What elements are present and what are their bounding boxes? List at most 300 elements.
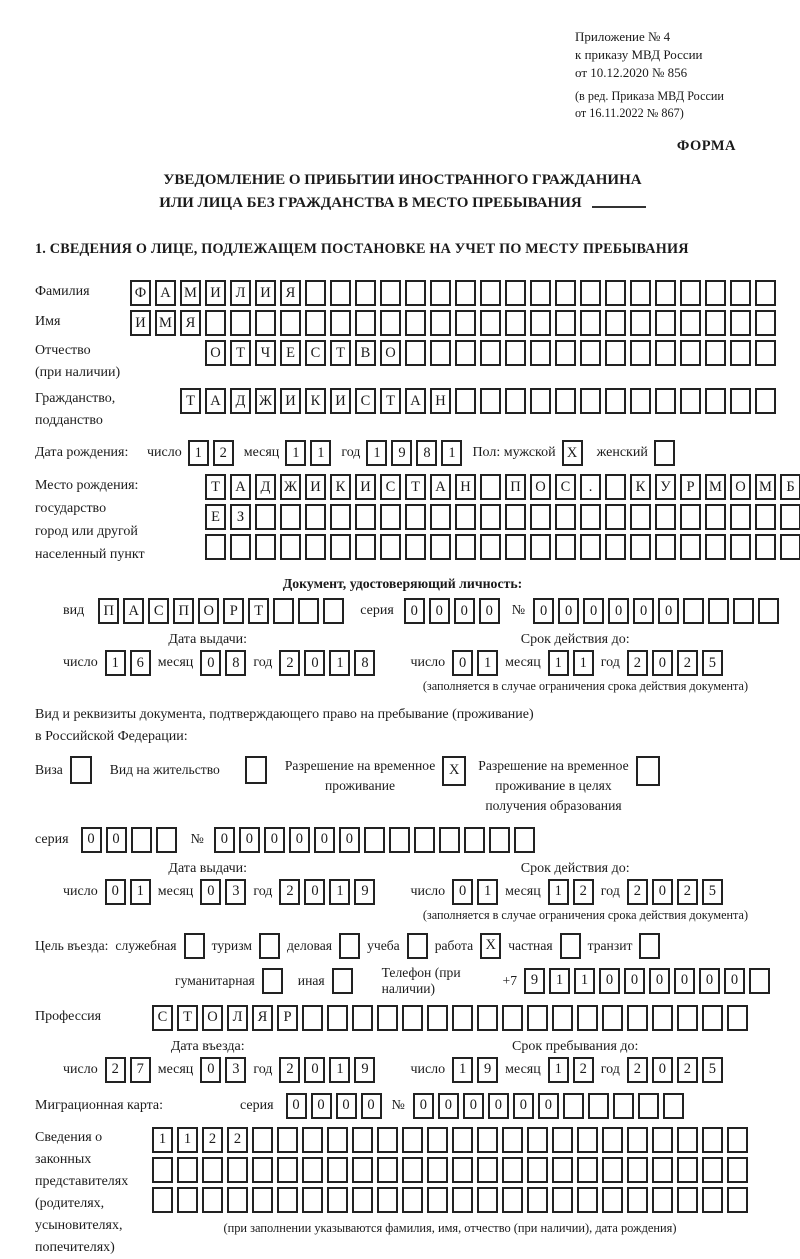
char-cell bbox=[205, 310, 226, 336]
char-cell: 0 bbox=[538, 1093, 559, 1119]
phone-group bbox=[503, 968, 770, 994]
char-cell bbox=[749, 968, 770, 994]
char-cell bbox=[355, 280, 376, 306]
char-cell bbox=[652, 1157, 673, 1183]
purpose-humanitarian-label: гуманитарная bbox=[175, 972, 255, 988]
char-cell bbox=[364, 827, 385, 853]
char-cell bbox=[683, 598, 704, 624]
char-cell bbox=[405, 534, 426, 560]
char-cell: Ф bbox=[130, 280, 151, 306]
form-title bbox=[35, 169, 770, 216]
citizenship-cells bbox=[180, 388, 776, 414]
char-cell: 0 bbox=[200, 650, 221, 676]
char-cell: Т bbox=[248, 598, 269, 624]
char-cell: 1 bbox=[548, 650, 569, 676]
char-cell bbox=[652, 1127, 673, 1153]
birth-place-label-line2: государство bbox=[35, 501, 107, 517]
char-cell bbox=[489, 827, 510, 853]
char-cell bbox=[377, 1005, 398, 1031]
char-cell bbox=[430, 280, 451, 306]
char-cell bbox=[730, 310, 751, 336]
char-cell: 2 bbox=[279, 1057, 300, 1083]
temp-residence-edu-checkbox bbox=[636, 756, 660, 786]
char-cell bbox=[407, 933, 428, 959]
char-cell bbox=[605, 310, 626, 336]
sex-female-label: женский bbox=[596, 445, 648, 461]
char-cell: 9 bbox=[354, 879, 375, 905]
char-cell bbox=[505, 280, 526, 306]
char-cell bbox=[377, 1127, 398, 1153]
char-cell bbox=[70, 756, 92, 784]
char-cell bbox=[552, 1187, 573, 1213]
char-cell bbox=[455, 280, 476, 306]
birth-place-label bbox=[35, 474, 205, 566]
char-cell bbox=[380, 534, 401, 560]
char-cell: 0 bbox=[404, 598, 425, 624]
char-cell: И bbox=[305, 474, 326, 500]
char-cell bbox=[663, 1093, 684, 1119]
char-cell: П bbox=[505, 474, 526, 500]
char-cell bbox=[530, 340, 551, 366]
char-cell bbox=[552, 1157, 573, 1183]
char-cell: 9 bbox=[524, 968, 545, 994]
purpose-other-label: иная bbox=[297, 972, 325, 988]
char-cell bbox=[377, 1157, 398, 1183]
char-cell bbox=[552, 1005, 573, 1031]
char-cell bbox=[602, 1187, 623, 1213]
char-cell bbox=[613, 1093, 634, 1119]
char-cell bbox=[530, 534, 551, 560]
char-cell: 0 bbox=[633, 598, 654, 624]
representatives-label-line3: представителях bbox=[35, 1173, 129, 1189]
char-cell: 0 bbox=[81, 827, 102, 853]
month-label: месяц bbox=[243, 445, 280, 461]
char-cell bbox=[705, 388, 726, 414]
char-cell bbox=[702, 1005, 723, 1031]
char-cell bbox=[455, 388, 476, 414]
char-cell: 0 bbox=[454, 598, 475, 624]
char-cell bbox=[530, 388, 551, 414]
char-cell: Н bbox=[430, 388, 451, 414]
id-valid-year-cells bbox=[627, 650, 723, 676]
char-cell: 0 bbox=[558, 598, 579, 624]
purpose-work-option bbox=[435, 933, 502, 959]
char-cell bbox=[680, 534, 701, 560]
char-cell bbox=[430, 534, 451, 560]
purpose-other-checkbox bbox=[332, 968, 353, 994]
char-cell bbox=[502, 1005, 523, 1031]
representatives-label-line1: Сведения о bbox=[35, 1129, 103, 1145]
representatives-label-line2: законных bbox=[35, 1151, 92, 1167]
purpose-work-label: работа bbox=[434, 937, 474, 953]
char-cell bbox=[630, 534, 651, 560]
temp-residence-label bbox=[285, 756, 435, 797]
char-cell: 8 bbox=[225, 650, 246, 676]
phone-label: Телефон (при наличии) bbox=[381, 964, 461, 996]
char-cell: 0 bbox=[608, 598, 629, 624]
char-cell bbox=[627, 1127, 648, 1153]
char-cell bbox=[605, 388, 626, 414]
id-dates-header bbox=[35, 632, 770, 648]
char-cell: 2 bbox=[677, 650, 698, 676]
char-cell: 0 bbox=[463, 1093, 484, 1119]
permit-issue-date-group bbox=[35, 879, 380, 905]
surname-row bbox=[35, 280, 770, 306]
char-cell bbox=[455, 504, 476, 530]
year-label: год bbox=[253, 883, 273, 899]
year-label: год bbox=[253, 655, 273, 671]
char-cell bbox=[305, 310, 326, 336]
permit-issue-month-cells bbox=[200, 879, 246, 905]
char-cell bbox=[638, 1093, 659, 1119]
char-cell: Я bbox=[180, 310, 201, 336]
patronymic-label-line2: (при наличии) bbox=[35, 365, 121, 381]
char-cell: Я bbox=[280, 280, 301, 306]
char-cell bbox=[627, 1005, 648, 1031]
entry-purpose-label: Цель въезда: bbox=[35, 937, 109, 953]
char-cell: 8 bbox=[354, 650, 375, 676]
id-number-cells bbox=[533, 598, 779, 624]
entry-day-cells bbox=[105, 1057, 151, 1083]
birth-place-label-line3: город или другой bbox=[35, 524, 138, 540]
citizenship-label-line2: подданство bbox=[35, 413, 103, 429]
char-cell bbox=[427, 1005, 448, 1031]
char-cell bbox=[230, 310, 251, 336]
char-cell bbox=[530, 280, 551, 306]
purpose-humanitarian-option bbox=[175, 968, 283, 994]
char-cell bbox=[555, 388, 576, 414]
char-cell: Р bbox=[277, 1005, 298, 1031]
sex-male-checkbox bbox=[562, 440, 583, 466]
char-cell bbox=[330, 310, 351, 336]
char-cell: X bbox=[562, 440, 583, 466]
purpose-private-option bbox=[508, 933, 580, 959]
char-cell bbox=[755, 504, 776, 530]
permit-valid-until-group bbox=[380, 879, 770, 905]
char-cell bbox=[654, 440, 675, 466]
char-cell bbox=[414, 827, 435, 853]
char-cell: 0 bbox=[429, 598, 450, 624]
char-cell bbox=[405, 280, 426, 306]
char-cell: 0 bbox=[239, 827, 260, 853]
char-cell bbox=[705, 310, 726, 336]
char-cell bbox=[727, 1127, 748, 1153]
appendix-line-1: Приложение № 4 bbox=[575, 29, 671, 44]
char-cell bbox=[480, 310, 501, 336]
char-cell bbox=[330, 534, 351, 560]
char-cell bbox=[505, 310, 526, 336]
char-cell: Т bbox=[205, 474, 226, 500]
char-cell: А bbox=[205, 388, 226, 414]
char-cell bbox=[639, 933, 660, 959]
char-cell bbox=[355, 534, 376, 560]
visa-option bbox=[35, 756, 92, 784]
char-cell: 0 bbox=[304, 879, 325, 905]
char-cell bbox=[755, 340, 776, 366]
char-cell: И bbox=[130, 310, 151, 336]
representatives-label bbox=[35, 1127, 152, 1259]
char-cell: П bbox=[98, 598, 119, 624]
year-label: год bbox=[341, 445, 361, 461]
char-cell bbox=[402, 1187, 423, 1213]
char-cell bbox=[605, 474, 626, 500]
char-cell bbox=[477, 1187, 498, 1213]
char-cell bbox=[277, 1187, 298, 1213]
char-cell bbox=[252, 1157, 273, 1183]
char-cell: 1 bbox=[329, 1057, 350, 1083]
doc-type-cells bbox=[98, 598, 344, 624]
purpose-business-checkbox bbox=[339, 933, 360, 959]
purpose-transit-option bbox=[588, 933, 661, 959]
purpose-official-checkbox bbox=[184, 933, 205, 959]
permit-series-cells bbox=[81, 827, 177, 853]
permit-restriction-note: (заполняется в случае ограничения срока действия документа) bbox=[422, 907, 748, 922]
entry-month-cells bbox=[200, 1057, 246, 1083]
char-cell bbox=[302, 1187, 323, 1213]
char-cell: В bbox=[355, 340, 376, 366]
amendment-line-2: от 16.11.2022 № 867) bbox=[575, 105, 684, 120]
identity-doc-heading: Документ, удостоверяющий личность: bbox=[282, 576, 523, 592]
char-cell bbox=[627, 1187, 648, 1213]
doc-type-label: вид bbox=[63, 603, 85, 619]
char-cell: О bbox=[202, 1005, 223, 1031]
char-cell bbox=[330, 504, 351, 530]
char-cell bbox=[580, 280, 601, 306]
char-cell bbox=[563, 1093, 584, 1119]
char-cell: 0 bbox=[311, 1093, 332, 1119]
day-label: число bbox=[410, 655, 446, 671]
char-cell bbox=[464, 827, 485, 853]
char-cell bbox=[605, 534, 626, 560]
char-cell bbox=[430, 340, 451, 366]
char-cell: О bbox=[730, 474, 751, 500]
month-label: месяц bbox=[505, 655, 541, 671]
char-cell: Я bbox=[252, 1005, 273, 1031]
stay-month-cells bbox=[548, 1057, 594, 1083]
char-cell: С bbox=[555, 474, 576, 500]
char-cell bbox=[705, 504, 726, 530]
char-cell bbox=[339, 933, 360, 959]
char-cell bbox=[380, 504, 401, 530]
char-cell: 0 bbox=[304, 650, 325, 676]
char-cell: 2 bbox=[213, 440, 234, 466]
char-cell: 5 bbox=[702, 879, 723, 905]
char-cell bbox=[727, 1005, 748, 1031]
char-cell: Т bbox=[380, 388, 401, 414]
entry-year-cells bbox=[279, 1057, 375, 1083]
representatives-row2-cells bbox=[152, 1157, 748, 1183]
char-cell bbox=[502, 1157, 523, 1183]
temp-residence-edu-label bbox=[478, 756, 628, 817]
birth-place-block bbox=[35, 474, 795, 566]
char-cell: 0 bbox=[200, 879, 221, 905]
char-cell bbox=[727, 1157, 748, 1183]
permit-number-sign: № bbox=[190, 831, 204, 847]
char-cell: С bbox=[380, 474, 401, 500]
char-cell bbox=[630, 340, 651, 366]
char-cell bbox=[262, 968, 283, 994]
day-label: число bbox=[63, 655, 98, 671]
char-cell bbox=[580, 310, 601, 336]
char-cell: 0 bbox=[289, 827, 310, 853]
char-cell bbox=[555, 534, 576, 560]
title-line2-wrap bbox=[35, 192, 770, 215]
char-cell bbox=[655, 504, 676, 530]
char-cell: 2 bbox=[279, 650, 300, 676]
birth-date-label: Дата рождения: bbox=[35, 445, 129, 461]
char-cell bbox=[280, 504, 301, 530]
birth-place-row1-cells bbox=[205, 474, 800, 500]
char-cell bbox=[131, 827, 152, 853]
residence-doc-line1: Вид и реквизиты документа, подтверждающего право на пребывание (проживание) bbox=[35, 707, 534, 723]
entry-dates-row bbox=[35, 1057, 770, 1083]
char-cell bbox=[627, 1157, 648, 1183]
char-cell bbox=[255, 534, 276, 560]
surname-label: Фамилия bbox=[35, 284, 90, 300]
representatives-label-line6: попечителях) bbox=[35, 1239, 115, 1255]
char-cell: 0 bbox=[533, 598, 554, 624]
char-cell: 0 bbox=[105, 879, 126, 905]
char-cell: 1 bbox=[574, 968, 595, 994]
char-cell bbox=[455, 340, 476, 366]
char-cell bbox=[452, 1005, 473, 1031]
char-cell: 2 bbox=[627, 650, 648, 676]
residence-permit-option bbox=[110, 756, 267, 784]
char-cell bbox=[730, 280, 751, 306]
temp-residence-label-line2: проживание bbox=[325, 777, 396, 793]
purpose-work-checkbox bbox=[480, 933, 501, 959]
char-cell: С bbox=[355, 388, 376, 414]
residence-doc-paragraph bbox=[35, 704, 770, 747]
char-cell: 3 bbox=[225, 879, 246, 905]
char-cell bbox=[177, 1157, 198, 1183]
purpose-private-label: частная bbox=[508, 937, 553, 953]
identity-doc-row bbox=[35, 598, 770, 624]
char-cell: 1 bbox=[329, 879, 350, 905]
representatives-row1-cells bbox=[152, 1127, 748, 1153]
migration-series-cells bbox=[286, 1093, 382, 1119]
char-cell bbox=[355, 310, 376, 336]
char-cell bbox=[652, 1005, 673, 1031]
surname-cells bbox=[130, 280, 776, 306]
char-cell bbox=[332, 968, 353, 994]
char-cell bbox=[527, 1005, 548, 1031]
char-cell bbox=[252, 1187, 273, 1213]
char-cell bbox=[352, 1157, 373, 1183]
char-cell: 1 bbox=[366, 440, 387, 466]
char-cell bbox=[755, 388, 776, 414]
char-cell: 5 bbox=[702, 650, 723, 676]
char-cell bbox=[677, 1187, 698, 1213]
char-cell: 2 bbox=[202, 1127, 223, 1153]
sex-female-group bbox=[597, 440, 675, 466]
birth-place-cells-stack bbox=[205, 474, 800, 566]
char-cell: Ж bbox=[280, 474, 301, 500]
migration-number-sign: № bbox=[391, 1097, 405, 1113]
char-cell bbox=[655, 534, 676, 560]
given-name-label: Имя bbox=[35, 314, 61, 330]
char-cell: М bbox=[755, 474, 776, 500]
char-cell bbox=[480, 504, 501, 530]
char-cell: 1 bbox=[105, 650, 126, 676]
char-cell: 9 bbox=[354, 1057, 375, 1083]
char-cell bbox=[730, 340, 751, 366]
char-cell: 1 bbox=[548, 1057, 569, 1083]
stay-until-group bbox=[380, 1057, 770, 1083]
char-cell: Т bbox=[180, 388, 201, 414]
char-cell bbox=[527, 1127, 548, 1153]
char-cell bbox=[427, 1187, 448, 1213]
char-cell bbox=[655, 340, 676, 366]
char-cell: И bbox=[205, 280, 226, 306]
char-cell bbox=[352, 1127, 373, 1153]
birth-day-cells bbox=[188, 440, 234, 466]
char-cell: 2 bbox=[105, 1057, 126, 1083]
temp-residence-option bbox=[285, 756, 466, 797]
char-cell: А bbox=[405, 388, 426, 414]
char-cell: Н bbox=[455, 474, 476, 500]
char-cell: Т bbox=[177, 1005, 198, 1031]
char-cell bbox=[302, 1005, 323, 1031]
char-cell bbox=[655, 280, 676, 306]
representatives-label-line4: (родителях, bbox=[35, 1195, 105, 1211]
temp-residence-edu-label-line3: получения образования bbox=[485, 798, 622, 814]
sex-male-group bbox=[472, 440, 582, 466]
purpose-transit-checkbox bbox=[639, 933, 660, 959]
purpose-transit-label: транзит bbox=[587, 937, 633, 953]
char-cell: 7 bbox=[130, 1057, 151, 1083]
title-line2: ИЛИ ЛИЦА БЕЗ ГРАЖДАНСТВА В МЕСТО ПРЕБЫВАНИЯ bbox=[159, 194, 582, 211]
char-cell: И bbox=[280, 388, 301, 414]
char-cell bbox=[705, 340, 726, 366]
char-cell bbox=[377, 1187, 398, 1213]
char-cell: 2 bbox=[627, 879, 648, 905]
char-cell: 0 bbox=[513, 1093, 534, 1119]
citizenship-label bbox=[35, 388, 180, 432]
char-cell: 0 bbox=[658, 598, 679, 624]
char-cell bbox=[702, 1187, 723, 1213]
char-cell: 0 bbox=[624, 968, 645, 994]
char-cell bbox=[677, 1005, 698, 1031]
char-cell bbox=[580, 534, 601, 560]
entry-purpose-row1 bbox=[35, 933, 770, 959]
char-cell bbox=[555, 340, 576, 366]
char-cell bbox=[302, 1157, 323, 1183]
char-cell: 0 bbox=[336, 1093, 357, 1119]
day-label: число bbox=[410, 1061, 446, 1077]
title-underline bbox=[592, 206, 646, 208]
id-valid-month-cells bbox=[548, 650, 594, 676]
char-cell: 0 bbox=[599, 968, 620, 994]
citizenship-row bbox=[35, 388, 770, 432]
entry-dates-header bbox=[35, 1039, 770, 1055]
section1-heading: 1. СВЕДЕНИЯ О ЛИЦЕ, ПОДЛЕЖАЩЕМ ПОСТАНОВКЕ НА УЧЕТ ПО МЕСТУ ПРЕБЫВАНИЯ bbox=[35, 241, 689, 258]
birth-year-group bbox=[341, 440, 462, 466]
char-cell bbox=[430, 504, 451, 530]
char-cell bbox=[530, 504, 551, 530]
char-cell: К bbox=[305, 388, 326, 414]
char-cell: Д bbox=[255, 474, 276, 500]
sex-female-checkbox bbox=[654, 440, 675, 466]
char-cell: Ч bbox=[255, 340, 276, 366]
char-cell bbox=[755, 280, 776, 306]
id-valid-day-cells bbox=[452, 650, 498, 676]
char-cell bbox=[156, 827, 177, 853]
char-cell bbox=[273, 598, 294, 624]
char-cell: М bbox=[705, 474, 726, 500]
char-cell: А bbox=[230, 474, 251, 500]
char-cell bbox=[677, 1127, 698, 1153]
